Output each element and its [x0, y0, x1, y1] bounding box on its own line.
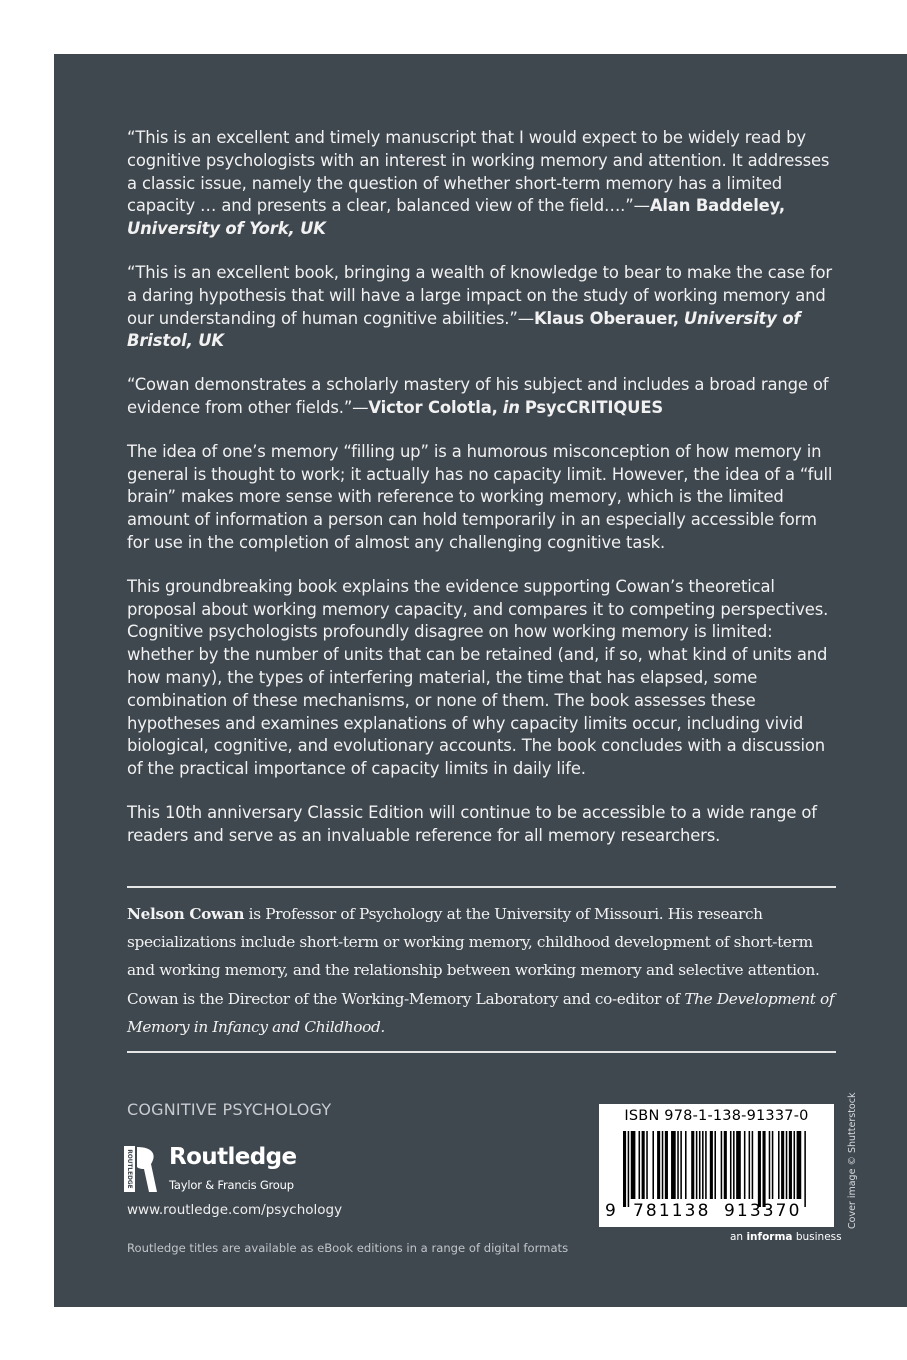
barcode-bar	[781, 1131, 784, 1199]
publisher-tagline: Taylor & Francis Group	[169, 1178, 294, 1192]
barcode-bar	[680, 1131, 682, 1199]
publisher-logo	[123, 1145, 363, 1201]
barcode-digits-left: 781138	[633, 1201, 711, 1221]
barcode-bar	[665, 1131, 668, 1199]
ebook-note: Routledge titles are available as eBook editions in a range of digital formats	[127, 1241, 569, 1255]
blurb-in-word: in	[502, 397, 520, 417]
informa-business	[730, 1231, 842, 1243]
barcode-bar	[730, 1131, 732, 1199]
barcode-bar	[652, 1131, 654, 1199]
barcode-bar	[769, 1131, 771, 1199]
barcode-bar	[631, 1131, 636, 1199]
blurb-affiliation: PsycCRITIQUES	[524, 397, 664, 417]
barcode-bar	[789, 1131, 792, 1199]
blurb-author: Victor Colotla,	[368, 397, 498, 417]
description-paragraph: This 10th anniversary Classic Edition will continue to be accessible to a wide range of readers and serve as an invaluable reference for all memory researchers.	[127, 802, 817, 845]
barcode-bar	[794, 1131, 796, 1199]
routledge-logo-icon	[123, 1145, 159, 1193]
barcode-bar	[699, 1131, 701, 1199]
cover-credit: Cover image © Shutterstock	[847, 1092, 858, 1229]
blurb-affiliation: University of Bristol, UK	[127, 308, 801, 351]
informa-brand: informa	[746, 1231, 793, 1243]
barcode-digits-right: 913370	[724, 1201, 802, 1221]
publisher-name: Routledge	[169, 1144, 297, 1170]
barcode-bar	[639, 1131, 641, 1199]
barcode-bar	[646, 1131, 648, 1199]
barcode-digit-first: 9	[605, 1201, 616, 1221]
barcode-bar	[763, 1131, 766, 1207]
author-bio	[127, 900, 842, 1041]
barcode-bar	[744, 1131, 746, 1199]
blurb-author: Klaus Oberauer,	[533, 308, 679, 328]
barcode-bar	[662, 1131, 664, 1199]
barcode-bar	[786, 1131, 788, 1199]
barcode-bar	[705, 1131, 707, 1199]
barcode-bar	[671, 1131, 676, 1199]
barcode-bar	[702, 1131, 704, 1199]
author-name: Nelson Cowan	[127, 905, 245, 923]
barcode-bar	[778, 1131, 780, 1199]
barcode-bar	[772, 1131, 774, 1199]
informa-prefix: an	[730, 1231, 747, 1243]
blurb-author: Alan Baddeley,	[649, 196, 785, 216]
blurbs-section	[127, 127, 843, 869]
barcode-bar	[733, 1131, 735, 1199]
blurb-affiliation: University of York, UK	[127, 219, 326, 239]
barcode-bar	[657, 1131, 660, 1199]
barcode-bar	[623, 1131, 626, 1207]
barcode-bar	[642, 1131, 645, 1199]
barcode-bar	[758, 1131, 761, 1207]
back-cover	[54, 54, 907, 1307]
barcode-bar	[710, 1131, 713, 1199]
barcode-bar	[628, 1131, 630, 1207]
barcode-bar	[685, 1131, 687, 1199]
barcode-bars	[621, 1131, 811, 1211]
blurb-text: “This is an excellent book, bringing a wealth of knowledge to bear to make the case for a daring hypothesis that will have a large impact on the study of working memory and our understanding of human cognitive abilities.”—	[127, 262, 833, 328]
logo-mark-text: ROUTLEDGE	[126, 1149, 132, 1189]
barcode-bar	[721, 1131, 723, 1199]
barcode-bar	[677, 1131, 679, 1199]
description-paragraph: The idea of one’s memory “filling up” is a humorous misconception of how memory in general is thought to work; it actually has no capacity limit. However, the idea of a “full brain” makes more sense with reference to working memory, which is the limited amount of information a person can hold temporarily in an especially accessible form for use in the completion of almost any challenging cognitive task.	[127, 441, 833, 552]
publisher-url[interactable]: www.routledge.com/psychology	[127, 1202, 343, 1218]
barcode-bar	[797, 1131, 802, 1199]
blurb-baddeley	[127, 127, 843, 241]
blurb-text: “This is an excellent and timely manuscript that I would expect to be widely read by cognitive psychologists with an interest in working memory and attention. It addresses a classic issue, namely the question of whether short-term memory has a limited capacity … and presents a clear, balanced view of the field….”—	[127, 128, 830, 216]
isbn-label: ISBN 978-1-138-91337-0	[624, 1108, 809, 1124]
barcode-bar	[749, 1131, 751, 1199]
author-bio-text: is Professor of Psychology at the University of Missouri. His research specializations include short-term or working memory, childhood development of short-term and working memory, and the relationship between working memory and selective attention. Cowan is the Director of the Working-Memory Laboratory and co-editor of	[127, 905, 820, 1008]
barcode-bar	[724, 1131, 727, 1199]
book-title: The Development of Memory in Infancy and Childhood.	[127, 989, 835, 1036]
subject-category: COGNITIVE PSYCHOLOGY	[127, 1100, 332, 1119]
barcode-bar	[714, 1131, 716, 1199]
barcode-bar	[804, 1131, 806, 1207]
isbn-barcode	[599, 1104, 834, 1227]
description-paragraph: This groundbreaking book explains the evidence supporting Cowan’s theoretical proposal about working memory capacity, and compares it to competing perspectives. Cognitive psychologists profoundly disagree on how working memory is limited: whether by the number of units that can be retained (and, if so, what kind of units and how many), the types of interfering material, the time that has elapsed, some combination of these mechanisms, or none of them. The book assesses these hypotheses and examines explanations of why capacity limits occur, including vivid biological, cognitive, and evolutionary accounts. The book concludes with a discussion of the practical importance of capacity limits in daily life.	[127, 576, 829, 779]
barcode-bar	[752, 1131, 754, 1199]
barcode-bar	[736, 1131, 741, 1199]
informa-suffix: business	[792, 1231, 842, 1243]
barcode-bar	[696, 1131, 698, 1199]
divider-bottom	[127, 1051, 836, 1053]
barcode-bar	[691, 1131, 694, 1199]
divider-top	[127, 886, 836, 888]
blurb-oberauer	[127, 262, 843, 353]
blurb-colotla	[127, 374, 843, 420]
blurb-text: “Cowan demonstrates a scholarly mastery of his subject and includes a broad range of evidence from other fields.”—	[127, 375, 829, 417]
